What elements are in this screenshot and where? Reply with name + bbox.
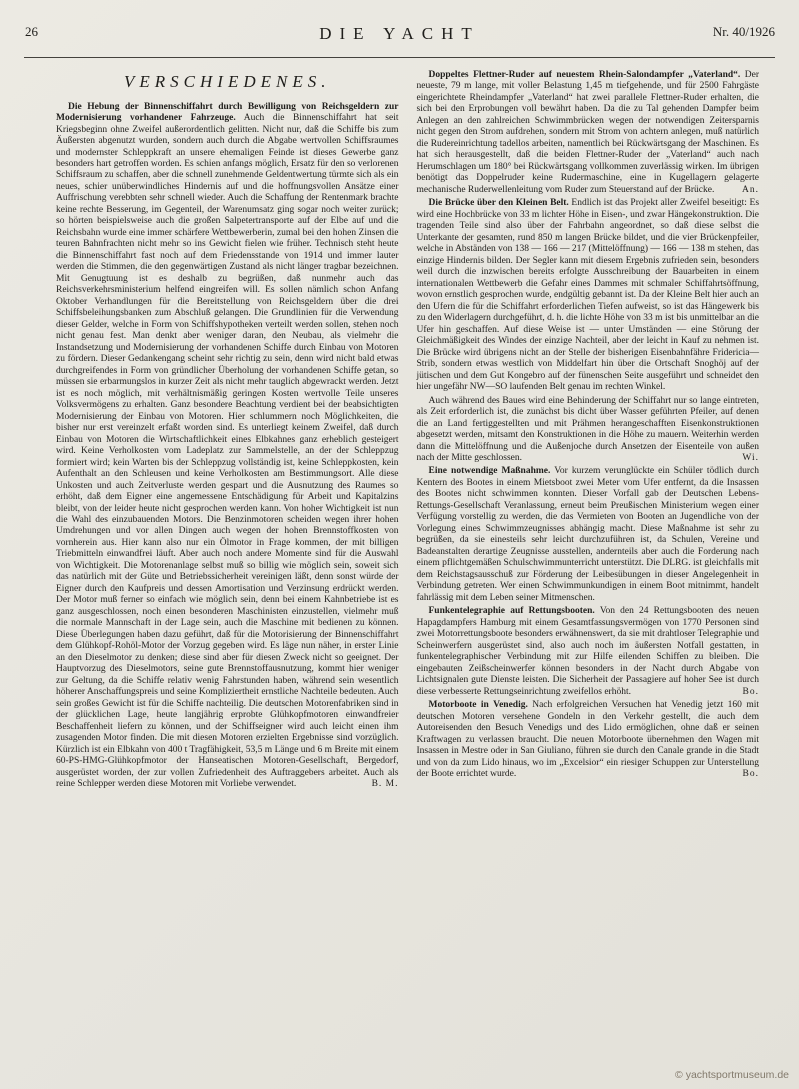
article-notwendige-massnahme <box>417 466 760 604</box>
article-signature: B. M. <box>371 779 399 790</box>
article-flettner-ruder <box>417 70 760 196</box>
article-kleiner-belt <box>417 198 760 393</box>
journal-title: DIE YACHT <box>319 24 480 43</box>
article-lead: Die Hebung der Binnenschiffahrt durch Bewilligung von Reichsgeldern zur Modernisierung vorhandener Fahrzeuge. <box>56 101 399 124</box>
header-rule <box>24 57 775 58</box>
article-binnenschiffahrt <box>56 102 399 791</box>
article-lead: Funkentelegraphie auf Rettungsbooten. <box>428 606 595 617</box>
article-motorboote-venedig <box>417 700 760 780</box>
article-signature: Bo. <box>742 769 759 780</box>
page-header <box>0 0 799 50</box>
article-body: Der neueste, 79 m lange, mit voller Belastung 1,45 m tiefgehende, und für 2500 Fahrgäste eingerichtete Rheindampfer „Vaterland“ hat zwei parallele Flettner-Ruder erhalten, die sich bei den Erprobungen voll bewährt haben. Da die zu Tal gehenden Dampfer beim Anlegen an den zahlreichen Schwimmbrücken wegen der notwendigen Zeitersparnis nicht gegen den Strom aufdrehen, sondern mit Strom von achtern anlegen, muß natürlich die Rudereinrichtung tadellos arbeiten, namentlich bei Rückwärtsgang der Maschinen. Es hat sich herausgestellt, daß die beiden Flettner-Ruder der „Vaterland“ auch nach Herumschlagen um 180° bei Rückwärtsgang vollkommen zuverlässig wirken. Im übrigen benötigt das Doppelruder keine Rudermaschine, eine in Kugellagern gelagerte mechanische Ruderwellenleitung vom Ruder zum Steuerstand auf der Brücke. <box>416 70 759 195</box>
article-body: Auch während des Baues wird eine Behinderung der Schiffahrt nur so lange eintreten, als Zeit erforderlich ist, die zunächst bis dicht über Wasser geführten Pfeiler, auf denen die an Land fertiggestellten und mit Prähmen herangeschafften Eisenkonstruktionen abgesetzt werden, mitsamt den Konstruktionen in die Höhe zu mauern. Weiterhin werden dann die Mittelöffnung und die Außenjoche durch Ansetzen der Eisenteile von außen nach der Mitte geschlossen. <box>416 395 759 463</box>
right-column <box>417 70 760 793</box>
article-body: Von den 24 Rettungsbooten des neuen Hapagdampfers Hamburg mit einem Gesamtfassungsvermögen von 1770 Personen sind zwei Motorrettungsboote besonders erwähnenswert, da sie mit drahtloser Telegraphie und Scheinwerfern ausgerüstet sind, also auch noch im äußersten Notfall gestatten, in funkentelegraphischer Verbindung mit zur Hilfe eilenden Schiffen zu bleiben. Die eingebauten Zeißscheinwerfer können besonders in der Nacht durch Abgabe von Lichtsignalen gute Dienste leisten. Die Sicherheit der Passagiere auf hoher See ist durch diese verbesserte Rettungseinrichtung zweifellos erhöht. <box>416 606 759 697</box>
article-signature: An. <box>742 184 759 195</box>
article-body: Vor kurzem verunglückte ein Schüler tödlich durch Kentern des Bootes in einem Mietsboot zwei Meter vom Ufer entfernt, da die Insassen des Bootes nicht schwimmen konnten. Dieser Vorfall gab der Deutschen Lebens-Rettungs-Gesellschaft Veranlassung, erneut beim Preußischen Ministerium wegen einer Verfügung vorstellig zu werden, die das Vermieten von Booten an Jugendliche von der Vorlegung eines Schwimmzeugnisses abhängig macht. Diese Maßnahme ist sehr zu begrüßen, da sie einesteils sehr leicht durchzuführen ist, da Schulen, Vereine und Badeanstalten derartige Zeugnisse ausstellen, andernteils aber auch die Forderung nach einem pflichtgemäßen Schulschwimmunterricht unterstützt. Die DLRG. ist gleichfalls mit dem Reichstagsausschuß zur Förderung der Leibesübungen in dieser Angelegenheit in Verbindung getreten. Wer einen Schwimmunkundigen in einem Boot mitnimmt, handelt fahrlässig mit dem Leben seiner Mitmenschen. <box>416 466 759 603</box>
section-title: VERSCHIEDENES. <box>124 72 331 91</box>
left-column <box>56 70 399 793</box>
article-lead: Motorboote in Venedig. <box>428 700 528 711</box>
article-body: Endlich ist das Projekt aller Zweifel beseitigt: Es wird eine Hochbrücke von 33 m lichter Höhe in Eisen-, und zwar Hängekonstruktion. Die tragenden Teile sind also über der Fahrbahn angeordnet, so daß diese selbst die Unterkante der gesamten, rund 850 m langen Brücke bildet, und die vier Brückenpfeiler, welche in Abständen von 138 — 166 — 217 (Mittelöffnung) — 166 — 138 m stehen, das einzige Hindernis bilden. Der Segler kann mit diesem Ergebnis zufrieden sein, besonders weil durch die inzwischen bereits erfolgte Ausschreibung der Bauarbeiten in einem internationalen Wettbewerb die Gefahr eines Dammes mit schmaler Schiffahrtsöffnung, wovon ernstlich gesprochen wurde, endgültig gebannt ist. Da der Kleine Belt hier auch an den Ufern die für die Schiffahrt erforderlichen Tiefen aufweist, so ist das Hängewerk bis zu den Widerlagern durchgeführt, d. h. die lichte Höhe von 33 m ist bis unmittelbar an die Ufer hin geschaffen. Auf diese Weise ist — unter Umständen — eine Störung der Gleichmäßigkeit des Windes der einzige Nachteil, aber der leicht in Kauf zu nehmen ist. Die Brücke wird übrigens nicht an der Stelle der bisherigen Eisenbahnfähre Fridericia—Strib, sondern etwas westlich von Middelfart hin über die Ortschaft Snoghöj auf der jütischen und dem Gut Kongebro auf der fünenschen Seite ausgeführt und schneidet den hier ungefähr NW—SO laufenden Belt genau im rechten Winkel. <box>416 198 760 393</box>
article-signature: Bo. <box>742 686 759 697</box>
article-lead: Eine notwendige Maßnahme. <box>428 466 551 477</box>
article-body: Nach erfolgreichen Versuchen hat Venedig jetzt 160 mit deutschen Motoren versehene Gondeln in den Verkehr gestellt, die auch dem Autoreisenden den Besuch Venedigs und des Lido ermöglichen, ohne daß er seinen Kraftwagen zu verlassen braucht. Die neuen Motorboote übernehmen den Wagen mit Insassen in Mestre oder in San Giuliano, führen sie durch den Canale grande in die Stadt und von da zum Lido hinaus, wo im „Excelsior“ ein riesiger Schuppen zur Unterstellung der Boote errichtet wurde. <box>416 700 759 780</box>
watermark: © yachtsportmuseum.de <box>675 1069 789 1081</box>
article-lead: Die Brücke über den Kleinen Belt. <box>428 198 569 209</box>
article-lead: Doppeltes Flettner-Ruder auf neuestem Rhein-Salondampfer „Vaterland“. <box>428 70 741 80</box>
issue-number: Nr. 40/1926 <box>712 24 775 39</box>
article-body: Auch die Binnenschiffahrt hat seit Kriegsbeginn ohne Zweifel außerordentlich gelitten. Nicht nur, daß die Schiffe bis zum Äußersten abgenutzt wurden, sondern auch durch die Abgabe wertvollen Schiffsraumes und modernster Schleppkraft an unsere ehemaligen Feinde ist dieses Gewerbe ganz besonders hart getroffen worden. Es schien anfangs möglich, Ersatz für den so verlorenen Schiffsraum zu schaffen, aber die schnell zunehmende Geldentwertung türmte sich als ein neues, schier unüberwindliches Hindernis auf und die hoffnungsvollen Ansätze einer Auffrischung verebbten sehr schnell wieder. Auch die Schaffung der Rentenmark brachte keine rechte Besserung, im Gegenteil, der Warenumsatz ging sogar noch weiter zurück; so hörten beispielsweise auch die großen Salpetertransporte auf der Elbe auf und die Reichsbahn wurde eine immer schärfere Wettbewerberin, zumal bei den hohen Zinsen die teuren Bahnfrachten nicht mehr so ins Gewicht fielen wie früher. Technisch steht heute die Binnenschiffahrt fast noch auf dem Friedensstande von 1914 und immer lauter werden die Stimmen, die den gegenwärtigen Zustand als nicht länger tragbar bezeichnen. Mit Genugtuung ist es deshalb zu begrüßen, daß nunmehr auch das Reichsverkehrsministerium helfend eingreifen will. Es sollen nämlich schon Anfang Oktober Verhandlungen für die Bereitstellung von Reichsgeldern über die drei Schiffsbeleihungsbanken zum Abschluß gelangen. Die Grundlinien für die Verwendung dieser Gelder, welche in Form von Schiffshypotheken verteilt werden sollen, stehen noch nicht genau fest. Man denkt aber weniger daran, den Neubau, als vielmehr die Instandsetzung und Modernisierung der vorhandenen Schiffe durch Einbau von Motoren zu fördern. Dieser Gedankengang scheint sehr richtig zu sein, denn wird nicht bald etwas durchgreifendes in Form von gründlicher Überholung der vorhandenen Schiffe getan, so müssen sie erbarmungslos in kurzer Zeit als nicht mehr tauglich abgewrackt werden. Jetzt ist es noch möglich, mit verhältnismäßig geringen Kosten wertvolle Teile unseres Volksvermögens zu erhalten. Ganz besondere Beachtung verdient bei der beabsichtigten Modernisierung der Einbau von Motoren. Hier schlummern noch Möglichkeiten, die bisher nur erst vereinzelt erfaßt worden sind. Es unterliegt keinem Zweifel, daß durch Einbau von Motoren die Wirtschaftlichkeit eines Elbkahnes ganz erheblich gesteigert wird. Keine Verholkosten vom Ladeplatz zur Sammelstelle, an der der Schleppzug formiert wird; kein Warten bis der Schleppzug vollständig ist, keine Schleppkosten, kein Aufenthalt an den Schleusen und keine Verholkosten am Bestimmungsort. Alle diese Unkosten und auch Zeitverluste werden gespart und die Ausnutzung des Raumes so erhöht, daß dem Eigner eine angemessene Entschädigung für Arbeit und Kapitalzins bleibt, von der leider heute nicht gesprochen werden kann. Von hoher Wichtigkeit ist nun die Wahl des einzubauenden Motors. Die Benzinmotoren scheiden wegen ihrer hohen Umdrehungen und vor allen Dingen auch wegen der hohen Brennstoffkosten von vornherein aus. Hier kann also nur ein Ölmotor in Frage kommen, der mit billigen Triebmitteln einwandfrei läuft. Aber auch noch andere Momente sind für die Auswahl von Wichtigkeit. Die Motorenanlage selbst muß so billig wie möglich sein, soweit sich das natürlich mit der Güte und Betriebssicherheit vereinigen läßt, denn sonst würde der Eigner durch den Kaufpreis und dessen Amortisation und Verzinsung erdrückt werden. Der Motor muß ferner so einfach wie möglich sein, denn bei einem Kahnbetriebe ist es ganz ausgeschlossen, noch einen besonderen Maschinisten einzustellen, vielmehr muß die normale Mannschaft in der Lage sein, auch die Maschine mit bedienen zu können. Diese Überlegungen haben dazu geführt, daß für die Motorisierung der Binnenschiffahrt dem Glühkopf-Rohöl-Motor der Vorzug gegeben wird. Es läge nun näher, in erster Linie an den Dieselmotor zu denken; diese sind aber für diesen Zweck nicht so geeignet. Der Hauptvorzug des Dieselmotors, seine gute Brennstoffausnutzung, kommt hier weniger zur Geltung, da die Schiffe relativ wenig Fahrstunden haben, während sein wesentlich höherer Anschaffungspreis und seine Kompliziertheit ernstliche Nachteile bedeuten. Auch sein großes Gewicht ist für die Schiffe nachteilig. Die deutschen Motorenfabriken sind in der glücklichen Lage, heute langjährig erprobte Glühkopfmotoren einwandfreier Beschaffenheit liefern zu können, und der Schiffseigner wird auch leicht einen ihm zusagenden Motor finden. Die mit diesen Motoren erzielten Ergebnisse sind vorzüglich. Kürzlich ist ein Elbkahn von 400 t Tragfähigkeit, 53,5 m Länge und 6 m Breite mit einem 60-PS-HMG-Glühkopfmotor der Hanseatischen Motoren-Gesellschaft, Bergedorf, ausgerüstet worden, der zur vollen Zufriedenheit des Auftraggebers arbeitet. Auch als reine Schlepper werden diese Motoren mit Vorliebe verwendet. <box>56 113 399 790</box>
article-signature: Wi. <box>742 452 759 463</box>
article-columns <box>0 70 799 793</box>
article-funkentelegraphie <box>417 606 760 698</box>
article-kleiner-belt-continued <box>417 396 760 465</box>
page-number: 26 <box>25 24 38 39</box>
